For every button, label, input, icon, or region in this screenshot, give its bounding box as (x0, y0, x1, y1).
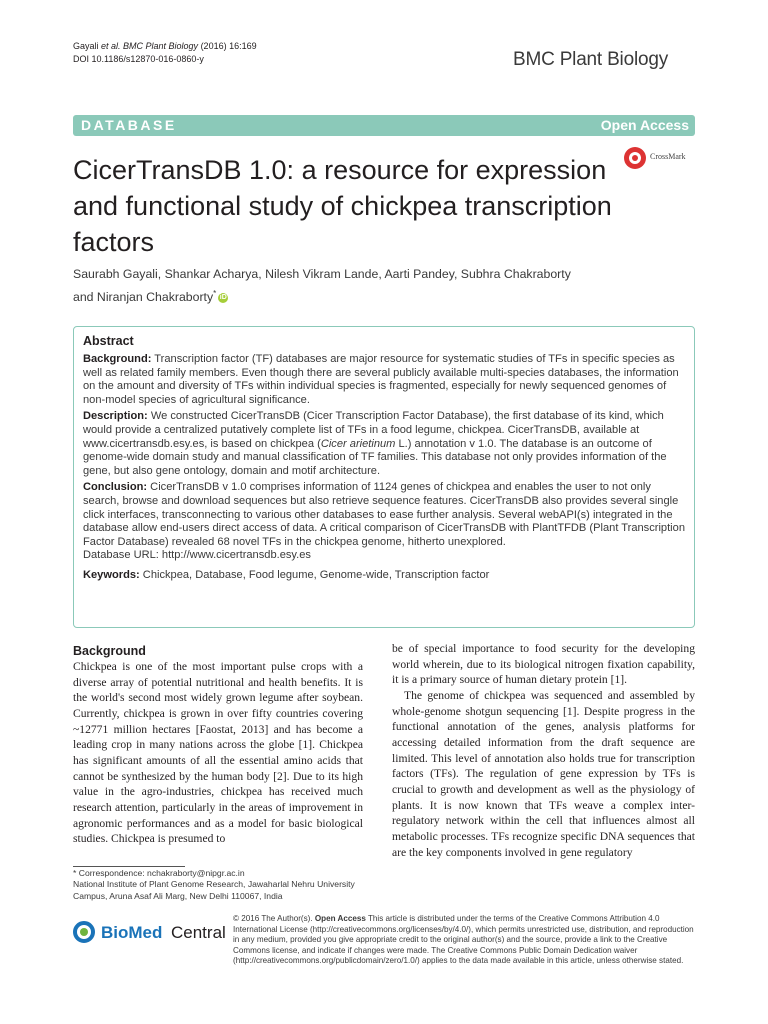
correspondence-email[interactable]: * Correspondence: nchakraborty@nipgr.ac.in (73, 868, 245, 878)
citation-header (73, 40, 257, 66)
body-left-column (73, 643, 363, 847)
journal-name: BMC Plant Biology (513, 49, 669, 70)
citation-volume: (2016) 16:169 (198, 41, 257, 51)
logo-text-central: Central (171, 923, 226, 942)
open-access-label: Open Access (600, 117, 689, 133)
body-right-column (392, 641, 695, 860)
citation-journal: et al. BMC Plant Biology (101, 41, 199, 51)
abstract-conclusion: Conclusion: CicerTransDB v 1.0 comprises information of 1124 genes of chickpea and enables the user to not only search, browse and download sequences but also retrieve sequence features. CicerTransDB also provides several single click interfaces, transconnecting to various other databases to ease further analysis. Several webAPI(s) integrated in the database allow end-users direct access of data. A critical comparison of CicerTransDB with PlantTFDB (Plant Transcription Factor Database) revealed 68 novel TFs in the chickpea genome, hitherto unexplored. (83, 481, 685, 548)
abstract-heading: Abstract (83, 334, 134, 348)
footnote-rule (73, 866, 185, 867)
citation-authors: Gayali (73, 41, 102, 51)
section-label: DATABASE (81, 117, 177, 133)
background-paragraph: Chickpea is one of the most important pulse crops with a diverse array of potential nutritional and health benefits. It is the world's second most widely grown legume after soybean. Currently, chickpea is grown in over fifty countries covering ~12771 million hectares [Faostat, 2013] and has become a leading crop in many nations across the globe [1]. Chickpea has significant amounts of all the essential amino acids that cannot be synthesized by the human body [2]. Due to its high value in the agro-industries, chickpea has received much research attention, particularly in the areas of improvement in agronomic performances and as a model for basic biological studies. Chickpea is presumed to (73, 660, 363, 846)
corresponding-mark: * (213, 289, 217, 298)
abstract-background: Background: Transcription factor (TF) databases are major resource for systematic studies of TFs in specific species as well as related family members. Even though there are several publicly available multi-species databases, the information on the amount and diversity of TFs within individual species is fragmented, especially for newly sequenced genomes of non-model species of agricultural significance. (83, 353, 679, 406)
abstract-description: Description: We constructed CicerTransDB (Cicer Transcription Factor Database), the first database of its kind, which would provide a centralized putatively complete list of TFs in a food legume, chickpea. CicerTransDB, available at www.cicertransdb.esy.es, is based on chickpea (Cicer arietinum L.) annotation v 1.0. The database is an outcome of genome-wide domain study and manual classification of TF families. This database not only provides information of the gene, but also gene ontology, domain and motif architecture. (83, 410, 667, 477)
authors-line-2: and Niranjan Chakraborty (73, 290, 214, 305)
crossmark-label: CrossMark (650, 152, 686, 161)
orcid-icon[interactable]: iD (219, 293, 227, 301)
right-paragraph-1: be of special importance to food security for the developing world wherein, due to its biological nitrogen fixation capability, it is a primary source of human dietary protein [1]. (392, 642, 695, 687)
paper-title: CicerTransDB 1.0: a resource for expression and functional study of chickpea transcription factors (73, 155, 612, 257)
affiliation: National Institute of Plant Genome Research, Jawaharlal Nehru University Campus, Aruna Asaf Ali Marg, New Delhi 110067, India (73, 879, 355, 901)
license-open-access: Open Access (314, 914, 366, 923)
right-paragraph-2: The genome of chickpea was sequenced and assembled by whole-genome shotgun sequencing [1]. Despite progress in the functional annotation of the genes, analysis platforms for accessing detailed information from the draft sequence are limited. This level of annotation also holds true for transcription factors (TFs). The regulation of gene expression by TFs is crucial to growth and development as well as the physiology of plants. It is now known that TFs weave a complex inter-regulatory network within the cell that influences almost all metabolic processes. TFs recognize specific DNA sequences that are the key components involved in gene regulatory (392, 688, 695, 859)
logo-text-biomed: BioMed (101, 923, 163, 942)
authors-line-1: Saurabh Gayali, Shankar Acharya, Nilesh Vikram Lande, Aarti Pandey, Subhra Chakraborty (73, 267, 571, 281)
doi-link[interactable]: DOI 10.1186/s12870-016-0860-y (73, 54, 204, 64)
abstract-box (73, 326, 695, 628)
database-url[interactable]: Database URL: http://www.cicertransdb.esy.es (83, 549, 311, 562)
license-statement: © 2016 The Author(s). Open Access This article is distributed under the terms of the Creative Commons Attribution 4.0 International License (http://creativecommons.org/licenses/by/4.0/), which permits unrestricted use, distribution, and reproduction in any medium, provided you give appropriate credit to the original author(s) and the source, provide a link to the Creative Commons license, and indicate if changes were made. The Creative Commons Public Domain Dedication waiver (http://creativecommons.org/publicdomain/zero/1.0/) applies to the data made available in this article, unless otherwise stated. (233, 914, 694, 966)
crossmark-badge[interactable] (624, 147, 734, 173)
biomed-central-logo[interactable] (73, 920, 226, 948)
background-heading: Background (73, 644, 146, 658)
footnote (73, 868, 373, 902)
section-band (73, 115, 695, 136)
keywords: Keywords: Chickpea, Database, Food legume, Genome-wide, Transcription factor (83, 568, 490, 581)
biomed-logo-icon (73, 921, 95, 943)
author-list (73, 265, 673, 307)
